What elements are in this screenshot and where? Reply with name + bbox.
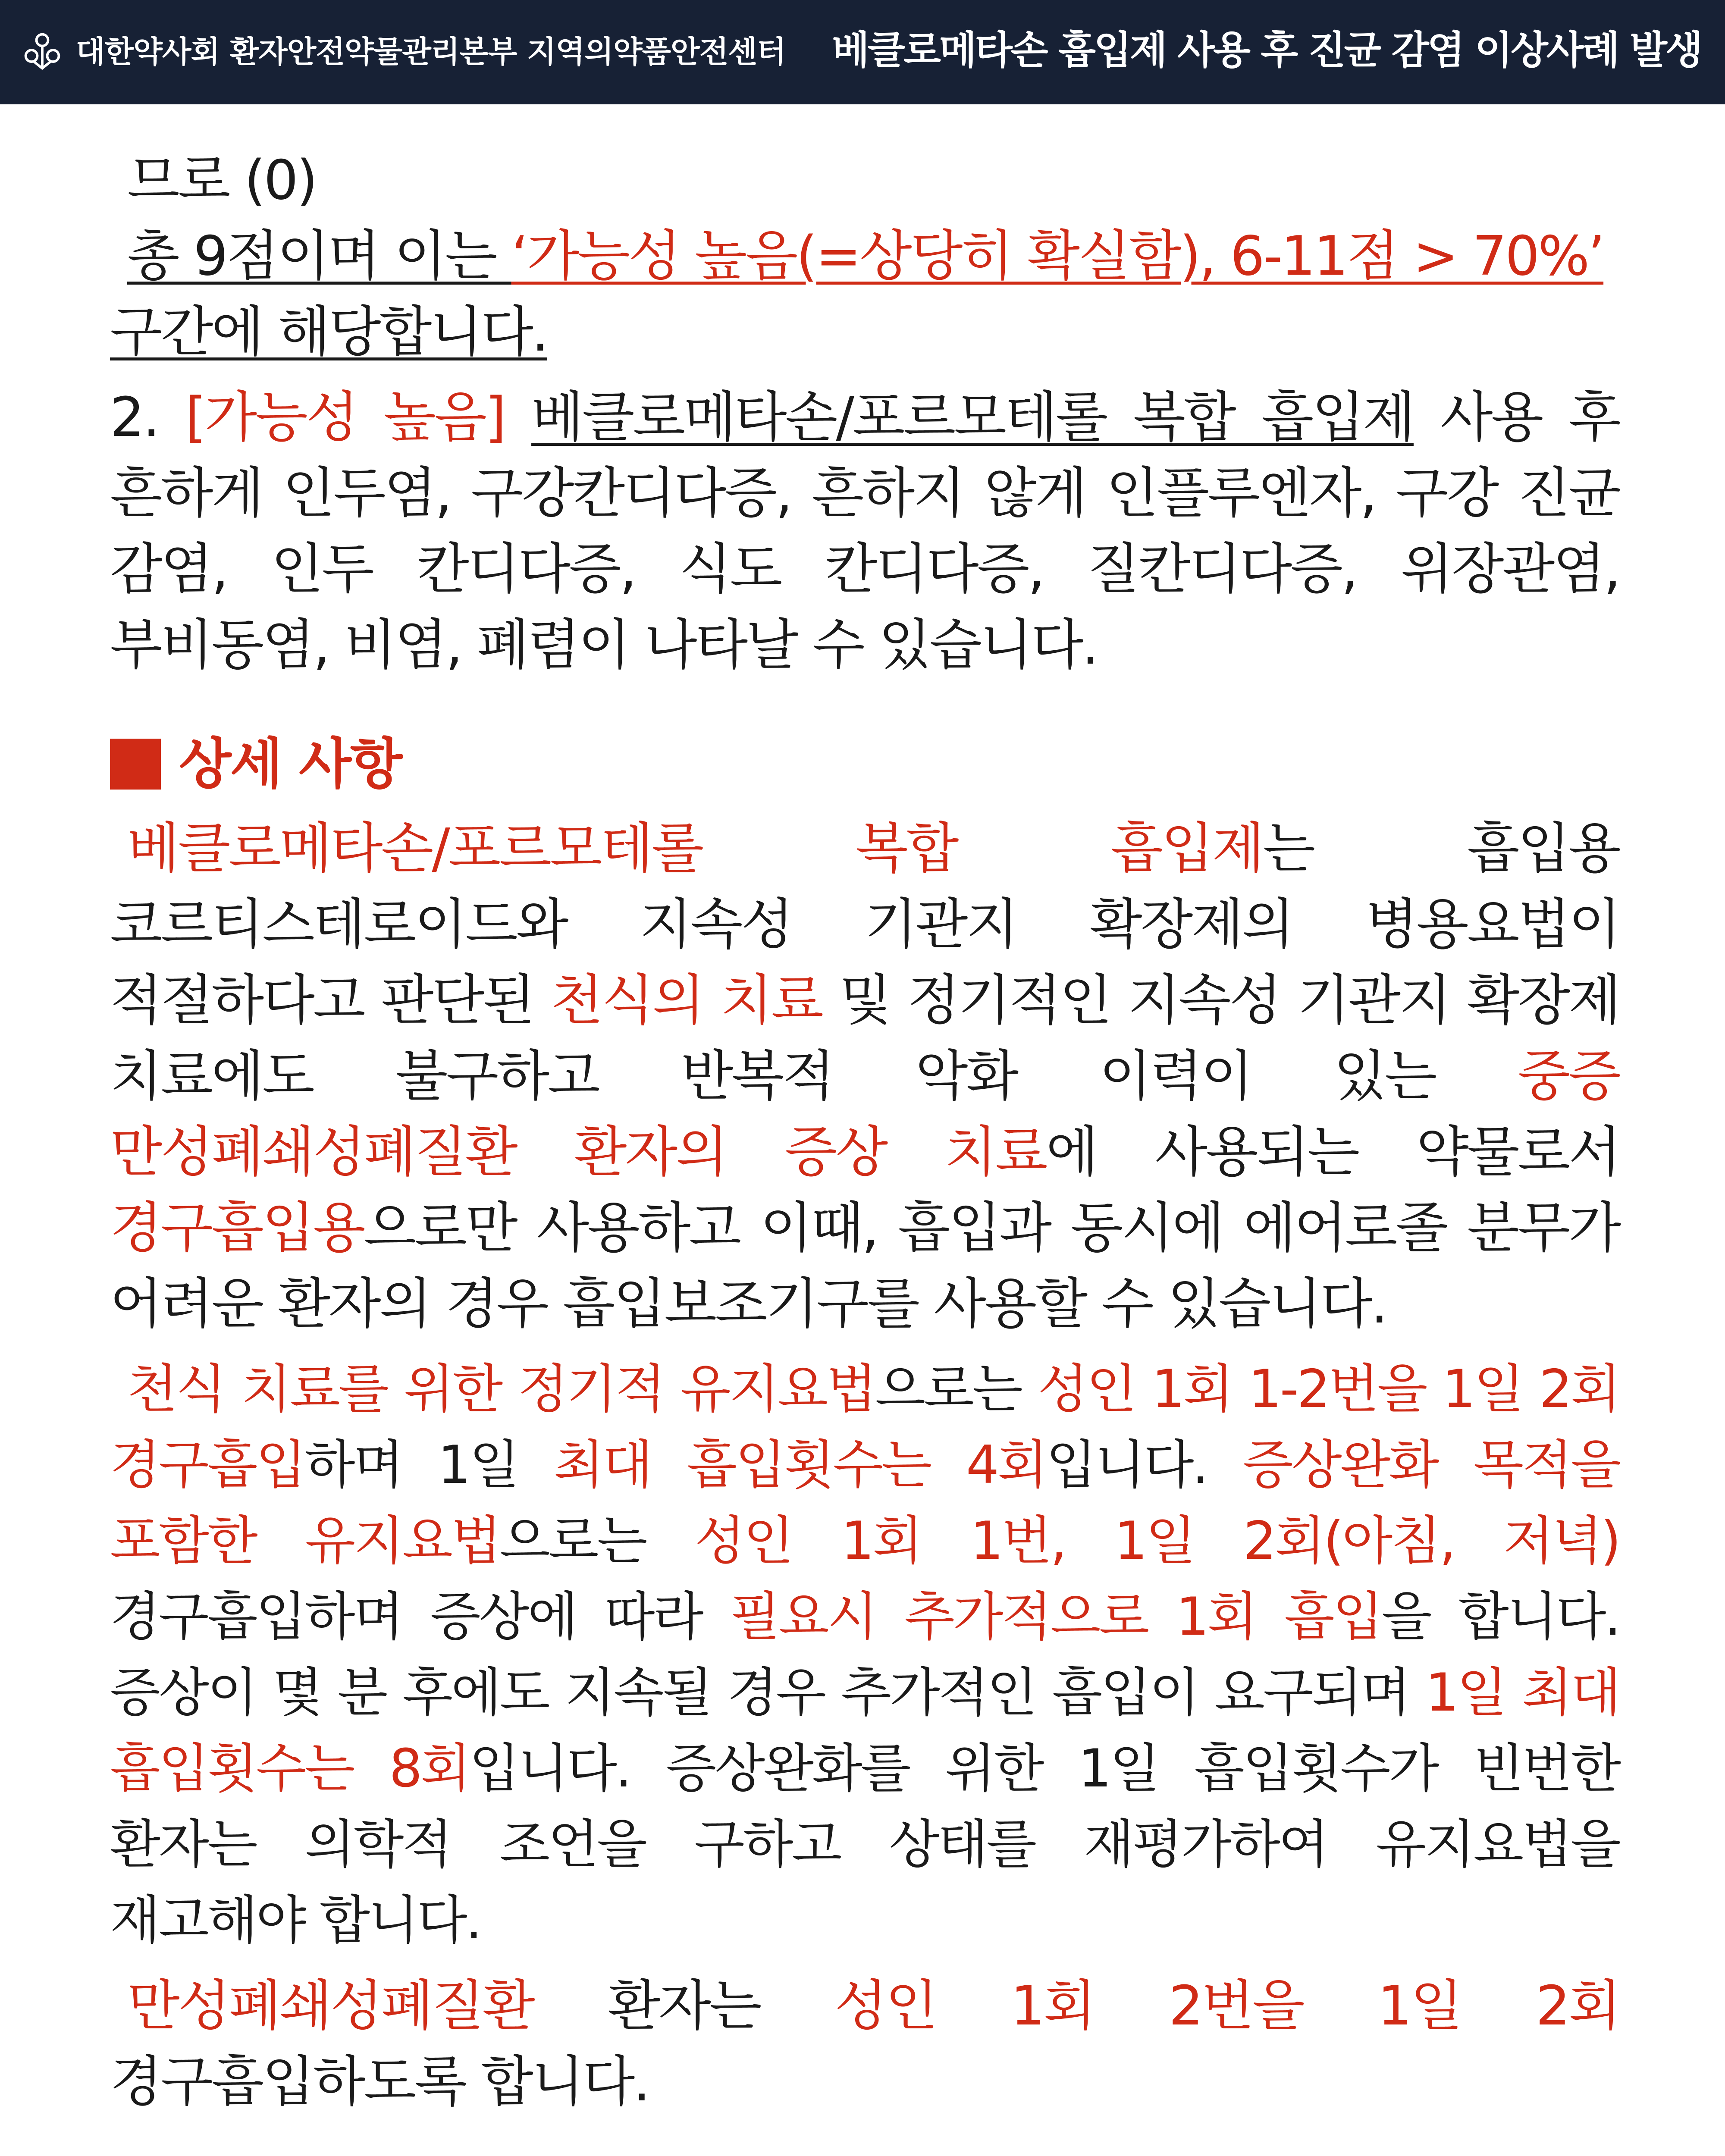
detail-paragraph-3 <box>110 1968 1619 2120</box>
p1-route: 경구흡입용 <box>110 1196 364 1260</box>
document-title: 베클로메타손 흡입제 사용 후 진균 감염 이상사례 발생 <box>831 28 1701 73</box>
p2-maintenance: 천식 치료를 위한 정기적 유지요법 <box>127 1359 875 1420</box>
p2-dose-2: 성인 1회 1번, 1일 2회(아침, 저녁) <box>695 1510 1619 1571</box>
p2-dose-1: 성인 1회 1-2번을 1일 2회 경구흡입 <box>110 1359 1619 1495</box>
p1-copd: 중증 만성폐쇄성폐질환 환자의 증상 치료 <box>110 1044 1619 1184</box>
p2-as-needed: 필요시 추가적으로 1회 흡입 <box>730 1586 1382 1647</box>
detail-paragraph-1 <box>110 811 1619 1342</box>
item-2-number: 2. <box>110 385 185 449</box>
item-2-text: 사용 후 흔하게 인두염, 구강칸디다증, 흔하지 않게 인플루엔자, 구강 진균 감염, 인두 칸디다증, 식도 칸디다증, 질칸디다증, 위장관염, 부비동염, 비염, 폐렴이 나타날 수 있습니다. <box>110 385 1619 677</box>
section-title: 상세 사항 <box>179 732 401 796</box>
p3-text-2: 경구흡입하도록 합니다. <box>110 2050 649 2113</box>
p2-text-4: 으로는 <box>499 1510 695 1571</box>
p1-text-2: 및 정기적인 지속성 기관지 확장제 치료에도 불구하고 반복적 악화 이력이 있는 <box>110 968 1619 1108</box>
p2-text-1: 으로는 <box>875 1359 1038 1420</box>
p1-text-4: 으로만 사용하고 이때, 흡입과 동시에 에어로졸 분무가 어려운 환자의 경우 흡입보조기구를 사용할 수 있습니다. <box>110 1196 1619 1335</box>
intro-line-3 <box>110 294 1619 370</box>
intro-line-1-text: 므로 (0) <box>127 148 316 212</box>
p3-dose: 성인 1회 2번을 1일 2회 <box>834 1974 1619 2037</box>
section-square-icon <box>110 739 161 790</box>
p2-text-2: 하며 1일 <box>304 1435 554 1495</box>
p1-text-3: 에 사용되는 약물로서 <box>1046 1120 1619 1184</box>
item-2-tag: [가능성 높음] <box>185 385 505 449</box>
p2-text-3: 입니다. <box>1046 1435 1243 1495</box>
intro-score-text: 총 9점이며 이는 <box>127 224 511 288</box>
item-2-paragraph <box>110 379 1619 683</box>
p1-asthma: 천식의 치료 <box>551 968 822 1032</box>
p3-copd: 만성폐쇄성폐질환 <box>127 1974 533 2037</box>
p2-text-5: 경구흡입하며 증상에 따라 <box>110 1586 730 1647</box>
organization-name: 대한약사회 환자안전약물관리본부 지역의약품안전센터 <box>76 34 786 69</box>
p2-text-7: 입니다. 증상완화를 위한 1일 흡입횟수가 빈번한 환자는 의학적 조언을 구하고 상태를 재평가하여 유지요법을 재고해야 합니다. <box>110 1738 1619 1951</box>
p1-drug: 베클로메타손/포르모테롤 복합 흡입제 <box>127 817 1263 880</box>
p1-text-1: 는 흡입용 코르티스테로이드와 지속성 기관지 확장제의 병용요법이 적절하다고 판단된 <box>110 817 1619 1032</box>
section-header <box>110 726 1619 802</box>
intro-line-1 <box>110 142 1619 218</box>
header-bar <box>0 0 1725 104</box>
p2-max-1: 최대 흡입횟수는 4회 <box>553 1435 1046 1495</box>
p2-text-6: 을 합니다. 증상이 몇 분 후에도 지속될 경우 추가적인 흡입이 요구되며 <box>110 1586 1619 1723</box>
intro-score-category: ‘가능성 높음(=상당히 확실함), 6-11점 > 70%’ <box>511 224 1604 288</box>
p3-text-1: 환자는 <box>533 1974 835 2037</box>
p2-reliever: 증상완화 목적을 포함한 유지요법 <box>110 1435 1619 1571</box>
association-emblem-icon <box>22 31 63 72</box>
document-body <box>110 142 1619 2120</box>
detail-paragraph-2 <box>110 1351 1619 1959</box>
intro-line-2 <box>110 218 1619 294</box>
intro-conclusion: 구간에 해당합니다. <box>110 300 547 364</box>
item-2-drug: 베클로메타손/포르모테롤 복합 흡입제 <box>531 385 1414 449</box>
p2-max-2: 1일 최대 흡입횟수는 8회 <box>110 1662 1619 1799</box>
